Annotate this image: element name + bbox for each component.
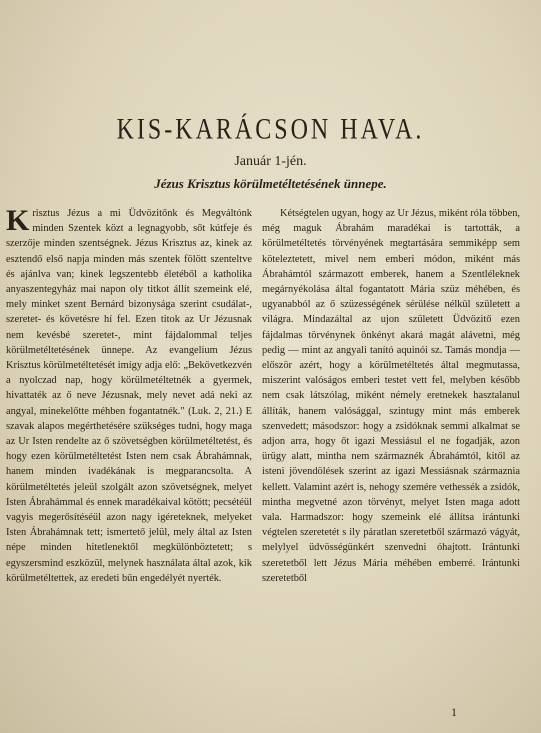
feast-title: Jézus Krisztus körülmetéltetésének ünnepe. [154, 176, 387, 191]
drop-cap: K [6, 204, 30, 237]
right-column-text: Kétségtelen ugyan, hogy az Ur Jézus, miként róla többen, még maguk Ábrahám maradékai is tartották, a körülmetéltetés törvényének megtartására semmiképp sem köteleztetett, mivel nem emberi módon, miként más Ábrahámtól származott emberek, hanem a Szentléleknek megárnyékolása által fogantatott Mária szüz méhében, és ugyanabból az ő szüzességének sérülése nélkül született a világra. Mindazáltal az ujon született Üdvözitő ezen fájdalmas törvénynek önkényt akará magát alávetni, még pedig — mint az angyali tanító aquinói sz. Tamás mondja — először azért, hogy a körülmetéltetés által megmutassa, miszerint valóságos emberi testet vett fel, melyben később nem csak látszólag, miként némely eretnekek hasztalanul állíták, hanem valósággal, szintugy mint más emberek szenvedett; másodszor: hogy a zsidóknak semmi alkalmat se adjon arra, hogy őt igazi Messiásul el ne fogadják, azon ürügy alatt, mintha nem származnék Ábrahámtól, kitől az isteni jövendölések szerint az igazi Messiásnak származnia kellett. Valamint azért is, nehogy szemére vethessék a zsidók, mintha megvetné azon törvényt, melyet Isten maga adott vala. Harmadszor: hogy szemeink elé állítsa irántunki végtelen szeretetét s ily páratlan szeretetből származó vágyát, melylyel üdvösségünkért szenvedni óhajtott. Irántunki szeretetből lett Jézus Mária méhében emberré. Irántunki szeretetből [262, 208, 520, 584]
left-column [6, 206, 252, 586]
left-column-text: risztus Jézus a mi Üdvözitőnk és Megváltónk minden Szentek közt a legnagyobb, sőt kútfeje és szerzője minden szentségnek. Jézus Krisztus az, kinek az esztendő első napja minden más szentek fölött szenteltve és ajánlva van; kinek legszentebb életéből a katholika anyaszentegyház mai napon oly titkot állít szemeink elé, mely minket szent Bernárd bizonysága szerint csudálat-, szeretet- és követésre hí fel. Ezen titok az Ur Jézusnak nem kevésbé szeretet-, mint fájdalommal teljes körülmetéltetésének ünnepe. Az evangelium Jézus Krisztus körülmetéltetését imígy adja elő: „Bekövetkezvén a nyolczad nap, hogy körülmetéltetnék a gyermek, hivattaték az ő neve Jézusnak, mely nevet adá neki az angyal, minekelőtte méhben fogantatnék." (Luk. 2, 21.) E szavak alapos megérthetésére szükséges tudni, hogy maga az Ur Isten rendelte az ő szövetségben körülmetéltetést, és hogy ezen körülmetéltetést Isten nem csak Ábrahámnak, hanem minden ivadékának is megparancsolta. A körülmetéltetés jeleül szolgált azon szövetségnek, melyet Isten Ábrahámmal és ennek maradékaival kötött; pecsétéül vagyis megerősítéséül azon nagy igéreteknek, melyeket Isten Ábrahámnak tett; ismertető jelül, mely által az Isten népe minden hitetlenektől megkülönböztetett; s egyszersmind eszközül, melynek használata által azok, kik körülmetéltettek, az eredeti bűn engedélyét nyerték. [6, 208, 252, 584]
page-number: 1 [451, 705, 457, 719]
date-line: Január 1-jén. [234, 154, 307, 169]
right-column [262, 206, 520, 586]
page-title: KIS-KARÁCSON HAVA. [116, 113, 425, 147]
